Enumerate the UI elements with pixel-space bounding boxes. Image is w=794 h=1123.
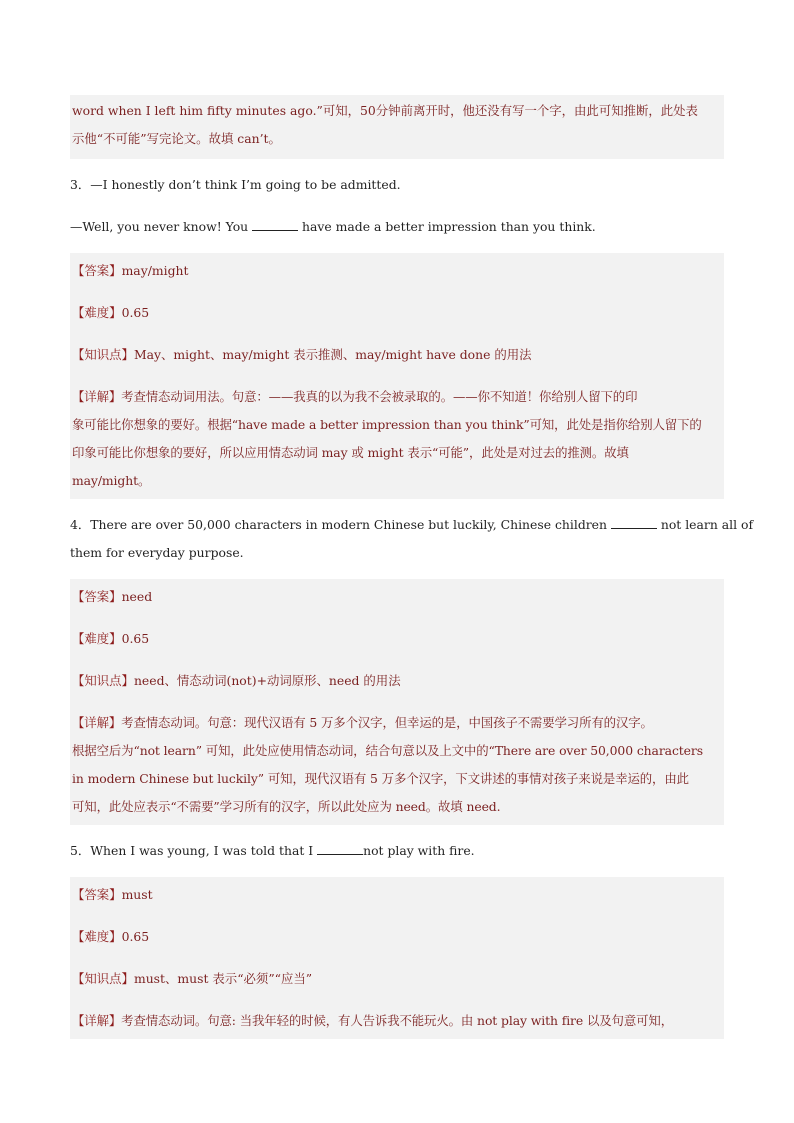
q5-answer: must <box>121 887 153 902</box>
q3-knowledge-row <box>72 341 724 369</box>
answer-tag: 【答案】 <box>72 589 122 604</box>
question-4 <box>70 499 754 579</box>
question-3 <box>70 159 724 253</box>
detail-tag: 【详解】 <box>72 389 122 404</box>
question-5-blank <box>317 842 363 855</box>
answer-tag: 【答案】 <box>72 263 122 278</box>
q4-detail-line-4: 可知，此处应表示“不需要”学习所有的汉字，所以此处应为 need。故填 need. <box>72 799 501 814</box>
q4-difficulty-row <box>72 625 724 653</box>
continuation-line-2: 示他“不可能”写完论文。故填 can’t。 <box>72 131 281 146</box>
document-page <box>70 95 754 1039</box>
question-4-text-after-blank: not learn all of <box>656 517 754 532</box>
question-5-analysis <box>70 877 724 1039</box>
q3-detail-line-4: may/might。 <box>72 473 151 488</box>
q3-knowledge: May、might、may/might 表示推测、may/might have done 的用法 <box>133 347 532 362</box>
q5-detail-text-1: 考查情态动词。句意: 当我年轻的时候，有人告诉我不能玩火。由 not play with fire 以及句意可知， <box>121 1013 673 1028</box>
knowledge-tag: 【知识点】 <box>72 673 134 688</box>
question-3-analysis <box>70 253 724 499</box>
continuation-line-1: word when I left him fifty minutes ago.”可知，50分钟前离开时，他还没有写一个字，由此可知推断，此处表 <box>72 103 698 118</box>
difficulty-tag: 【难度】 <box>72 305 122 320</box>
q4-difficulty: 0.65 <box>121 631 150 646</box>
question-4-text-before-blank: 4．There are over 50,000 characters in modern Chinese but luckily, Chinese children <box>70 517 611 532</box>
q4-answer-row <box>72 583 724 611</box>
question-5-text-before-blank: 5．When I was young, I was told that I <box>70 843 318 858</box>
q3-detail-text-1: 考查情态动词用法。句意：——我真的以为我不会被录取的。——你不知道！你给别人留下的印 <box>121 389 638 404</box>
q4-detail-text-1: 考查情态动词。句意：现代汉语有 5 万多个汉字，但幸运的是，中国孩子不需要学习所有的汉字。 <box>121 715 653 730</box>
q5-difficulty: 0.65 <box>121 929 150 944</box>
question-3-line-2 <box>70 213 724 241</box>
q4-knowledge: need、情态动词(not)+动词原形、need 的用法 <box>133 673 401 688</box>
difficulty-tag: 【难度】 <box>72 631 122 646</box>
knowledge-tag: 【知识点】 <box>72 347 134 362</box>
q5-difficulty-row <box>72 923 724 951</box>
q5-knowledge-row <box>72 965 724 993</box>
detail-tag: 【详解】 <box>72 1013 122 1028</box>
q4-answer: need <box>121 589 153 604</box>
q3-answer-row <box>72 257 724 285</box>
q3-difficulty-row <box>72 299 724 327</box>
q5-answer-row <box>72 881 724 909</box>
q3-detail-line-3: 印象可能比你想象的要好，所以应用情态动词 may 或 might 表示“可能”，此处是对过去的推测。故填 <box>72 445 629 460</box>
question-5-line-1 <box>70 837 724 865</box>
question-5 <box>70 825 724 877</box>
q4-detail-line-1 <box>72 709 724 737</box>
answer-tag: 【答案】 <box>72 887 122 902</box>
question-3-text-before-blank: —Well, you never know! You <box>70 219 253 234</box>
q4-knowledge-row <box>72 667 724 695</box>
q3-difficulty: 0.65 <box>121 305 150 320</box>
question-4-line-1 <box>70 511 754 539</box>
q5-knowledge: must、must 表示“必须”“应当” <box>133 971 313 986</box>
previous-detail-continuation <box>70 95 724 159</box>
q3-detail-line-2: 象可能比你想象的要好。根据“have made a better impression than you think”可知，此处是指你给别人留下的 <box>72 417 702 432</box>
q5-detail-line-1 <box>72 1007 724 1035</box>
question-4-line-2: them for everyday purpose. <box>70 545 244 560</box>
question-3-blank <box>252 218 298 231</box>
knowledge-tag: 【知识点】 <box>72 971 134 986</box>
q3-answer: may/might <box>121 263 189 278</box>
question-4-blank <box>611 516 657 529</box>
question-4-analysis <box>70 579 724 825</box>
question-5-text-after-blank: not play with fire. <box>363 843 475 858</box>
difficulty-tag: 【难度】 <box>72 929 122 944</box>
q3-detail-line-1 <box>72 383 724 411</box>
question-3-text-after-blank: have made a better impression than you think. <box>298 219 596 234</box>
q4-detail-line-3: in modern Chinese but luckily” 可知，现代汉语有 5 万多个汉字，下文讲述的事情对孩子来说是幸运的，由此 <box>72 771 689 786</box>
detail-tag: 【详解】 <box>72 715 122 730</box>
question-3-line-1: 3．—I honestly don’t think I’m going to be admitted. <box>70 177 401 192</box>
q4-detail-line-2: 根据空后为“not learn” 可知，此处应使用情态动词，结合句意以及上文中的“There are over 50,000 characters <box>72 743 703 758</box>
